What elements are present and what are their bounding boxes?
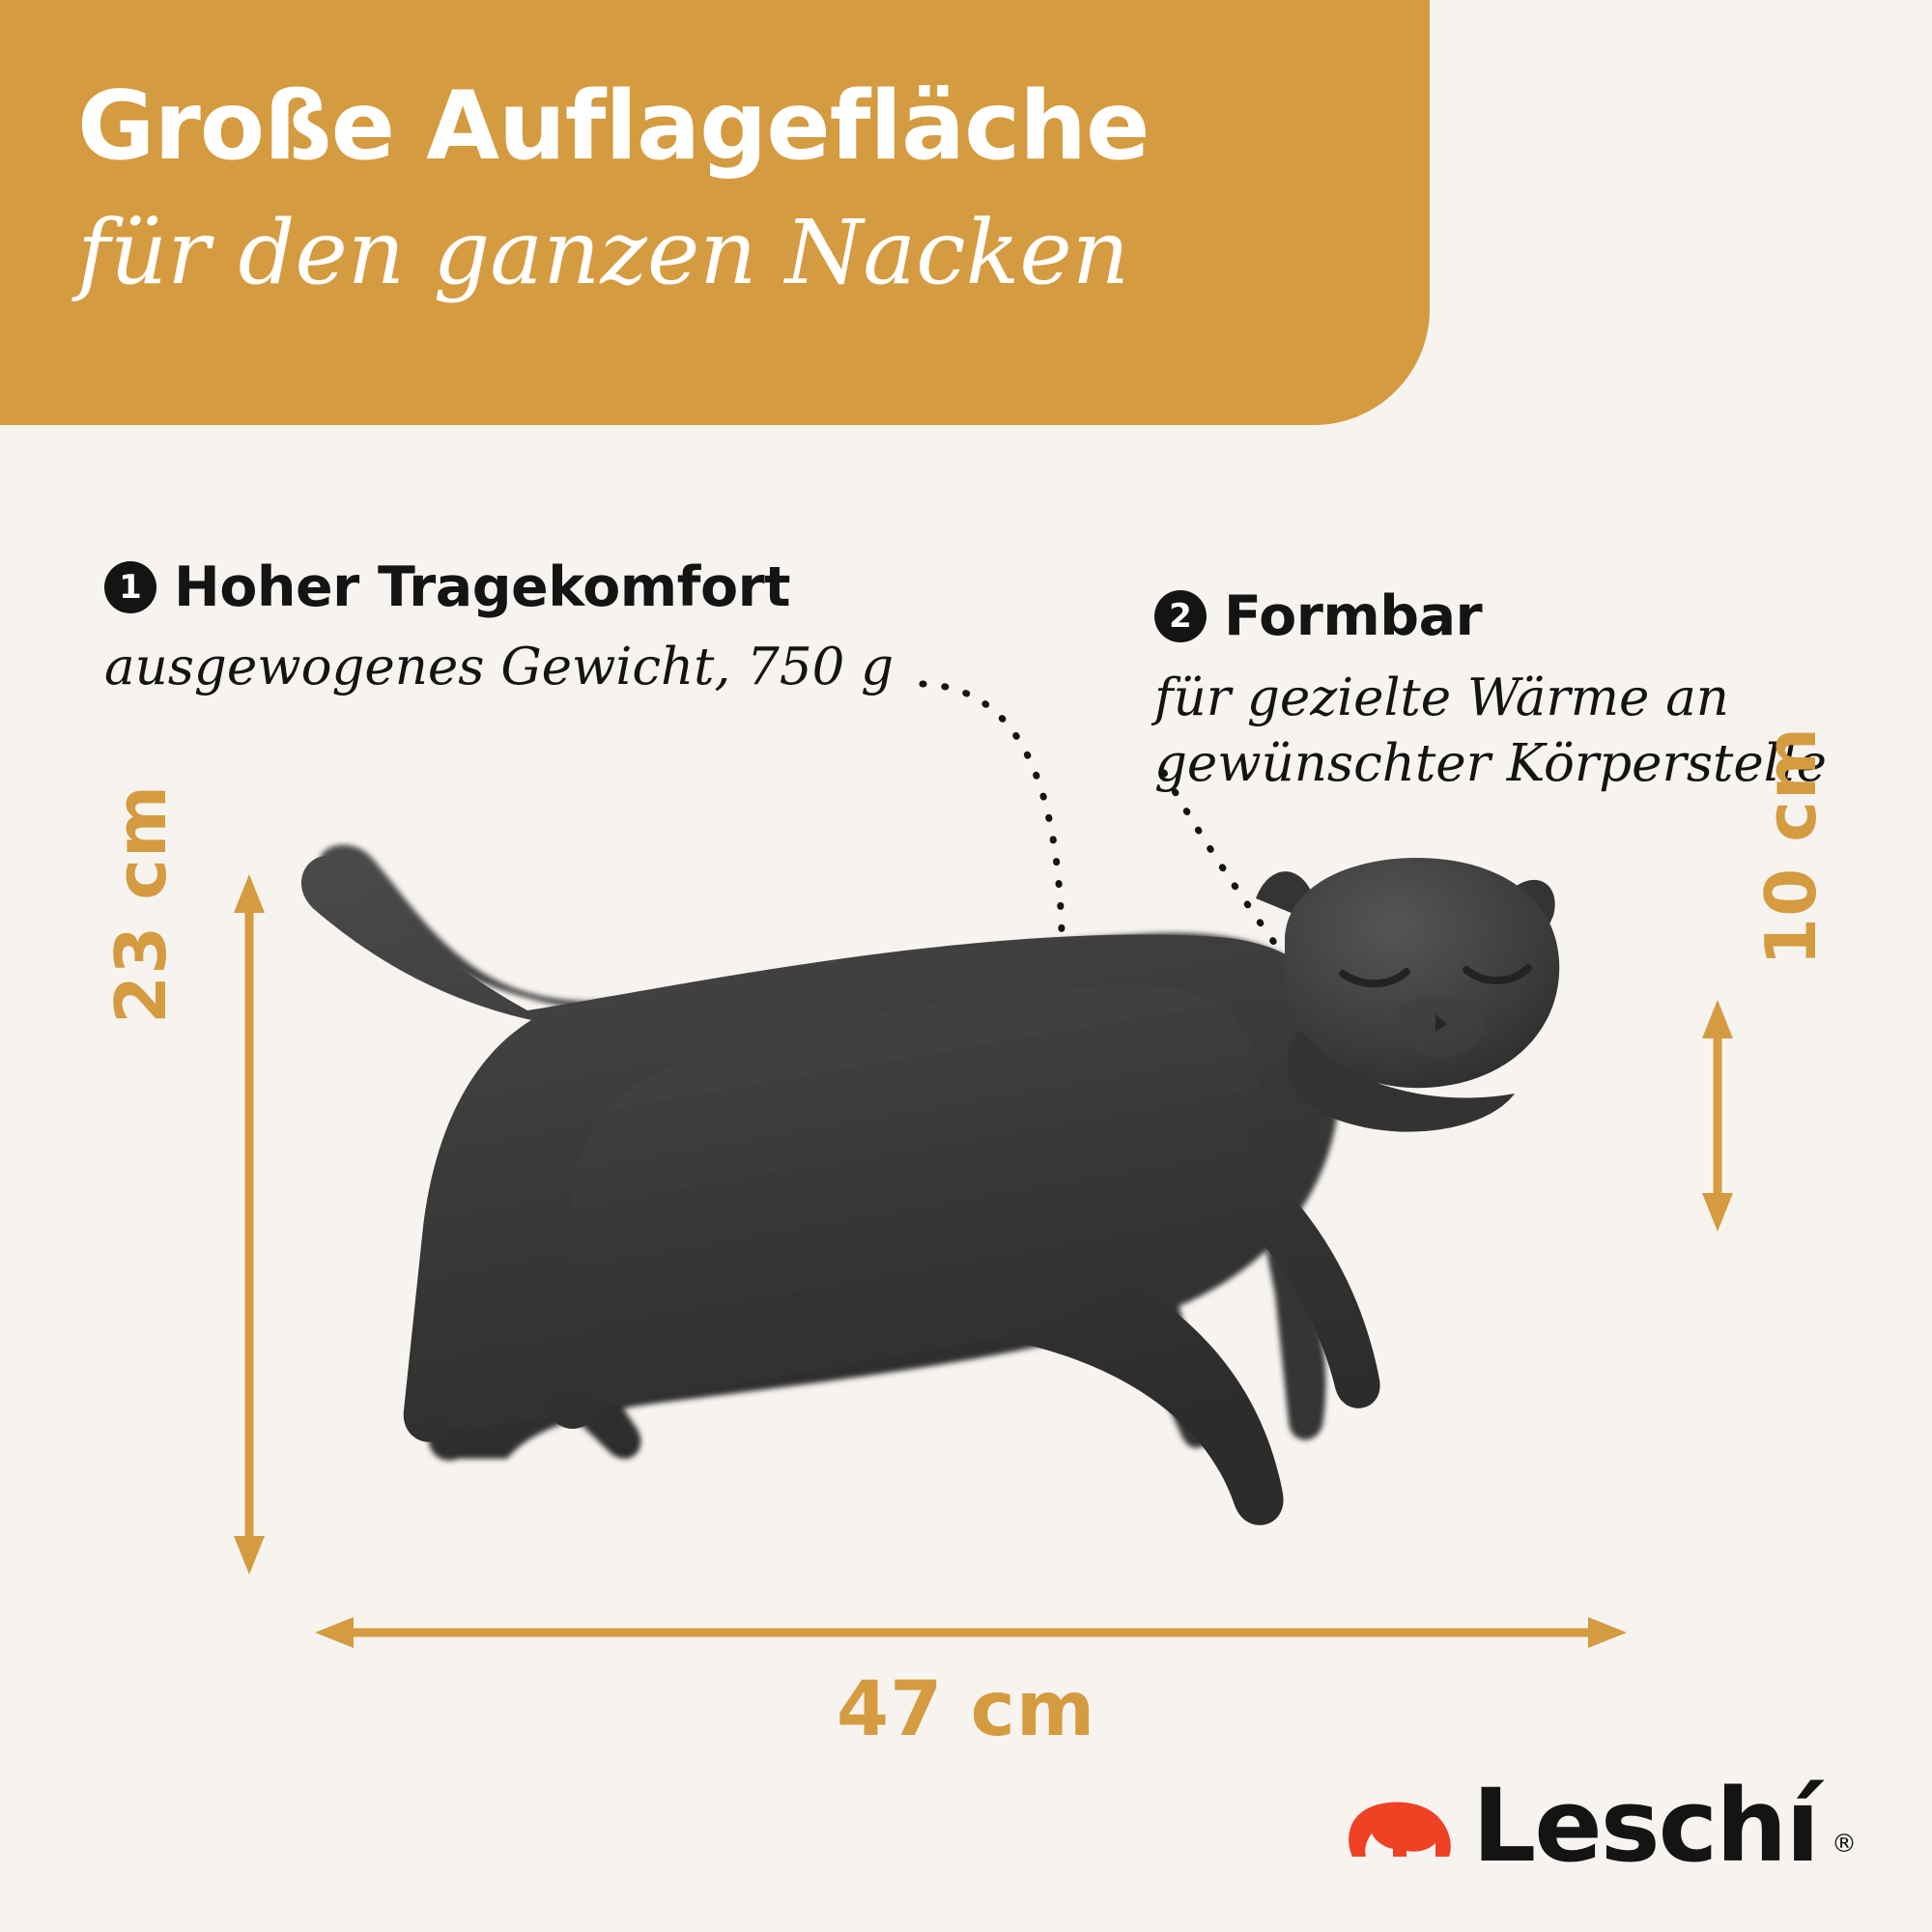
- page-title: Große Auflagefläche: [77, 71, 1150, 182]
- head-height-arrow-head-bottom: [1702, 1193, 1733, 1232]
- brand-logo: [1343, 1767, 1857, 1886]
- dimension-height-label: 23 cm: [100, 784, 182, 1024]
- feature-1-badge: 1: [104, 561, 156, 613]
- cat-head: [1256, 858, 1559, 1132]
- feature-callout-1: [104, 555, 894, 700]
- dimension-width-label: 47 cm: [836, 1666, 1096, 1753]
- feature-2-badge: 2: [1154, 590, 1207, 642]
- feature-2-title: Formbar: [1224, 584, 1483, 648]
- product-image-cat-pillow: [290, 840, 1642, 1575]
- brand-name: Leschí: [1471, 1767, 1818, 1886]
- feature-2-description: für gezielte Wärme an gewünschter Körperstelle: [1154, 668, 1827, 793]
- elephant-icon: [1343, 1797, 1459, 1872]
- width-arrow-head-left: [315, 1617, 354, 1648]
- height-arrow-head-bottom: [234, 1536, 265, 1575]
- head-height-arrow-head-top: [1702, 1000, 1733, 1038]
- feature-1-title: Hoher Tragekomfort: [174, 555, 790, 619]
- width-arrow-head-right: [1588, 1617, 1627, 1648]
- page-subtitle: für den ganzen Nacken: [77, 200, 1130, 304]
- brand-registered-mark: ®: [1832, 1830, 1857, 1859]
- dimension-head-height-label: 10 cm: [1750, 726, 1832, 966]
- feature-1-heading: [104, 555, 894, 619]
- height-arrow-head-top: [234, 874, 265, 913]
- feature-2-heading: [1154, 584, 1932, 648]
- header-banner: [0, 0, 1430, 425]
- feature-1-description: ausgewogenes Gewicht, 750 g: [104, 638, 895, 696]
